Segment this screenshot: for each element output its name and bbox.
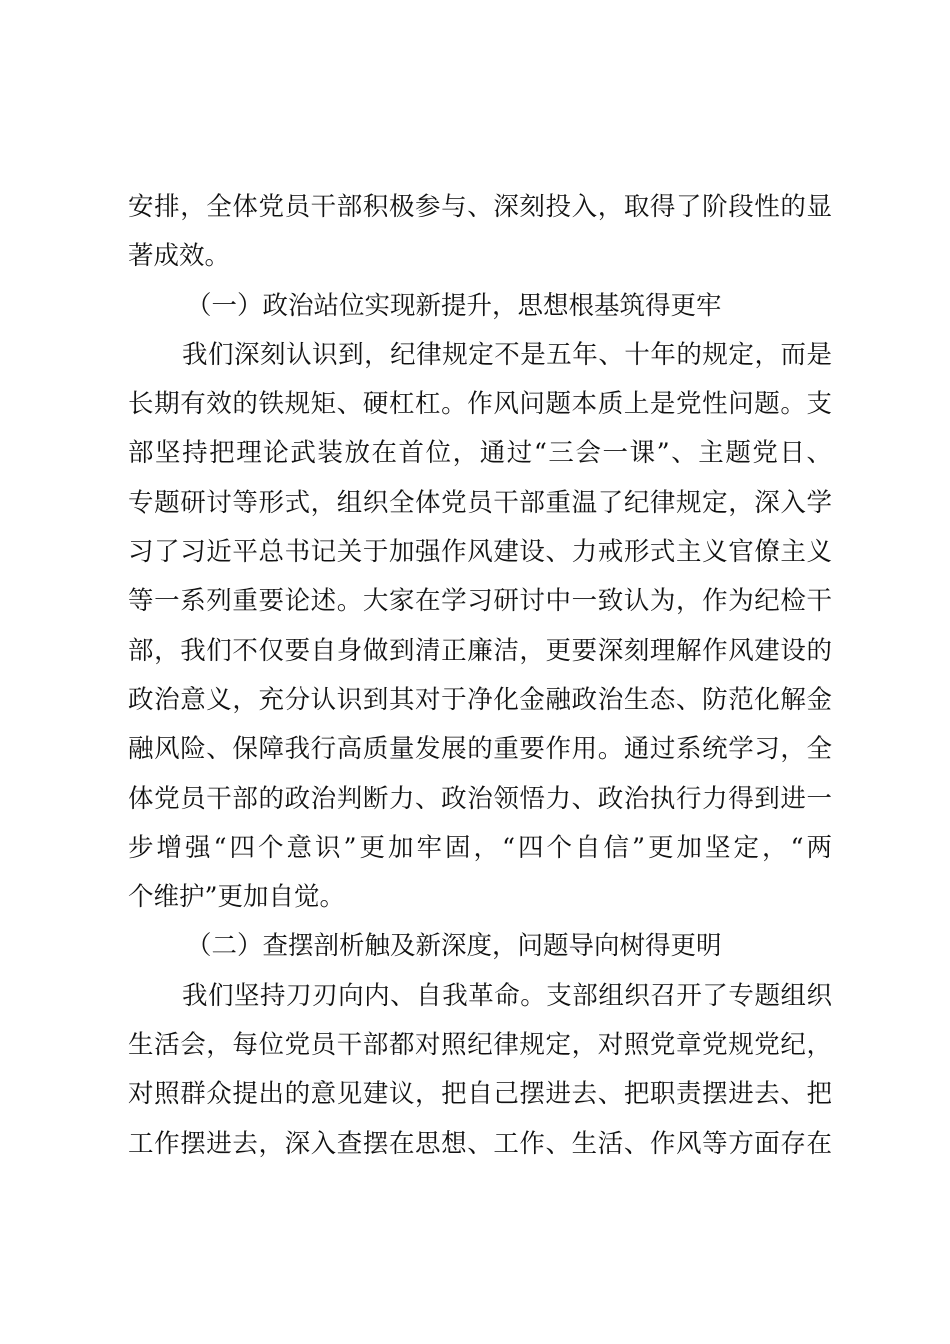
text-line: 习了习近平总书记关于加强作风建设、力戒形式主义官僚主义: [128, 537, 832, 568]
paragraph-political-stance: [128, 331, 832, 923]
text-line: 我们深刻认识到，纪律规定不是五年、十年的规定，而是: [182, 339, 832, 370]
text-line: 部坚持把理论武装放在首位，通过“三会一课”、主题党日、: [128, 438, 832, 469]
document-body: [128, 183, 832, 1169]
section-heading-1: （一）政治站位实现新提升，思想根基筑得更牢: [186, 290, 722, 321]
text-line: 等一系列重要论述。大家在学习研讨中一致认为，作为纪检干: [128, 586, 832, 617]
text-line: 安排，全体党员干部积极参与、深刻投入，取得了阶段性的显: [128, 192, 832, 222]
text-line: 部，我们不仅要自身做到清正廉洁，更要深刻理解作风建设的: [128, 635, 832, 666]
section-heading-2: （二）查摆剖析触及新深度，问题导向树得更明: [186, 931, 722, 962]
text-line: 专题研讨等形式，组织全体党员干部重温了纪律规定，深入学: [128, 487, 832, 518]
text-line: 政治意义，充分认识到其对于净化金融政治生态、防范化解金: [128, 684, 832, 715]
text-line: 步增强“四个意识”更加牢固，“四个自信”更加坚定，“两: [128, 832, 832, 863]
text-line: 生活会，每位党员干部都对照纪律规定，对照党章党规党纪，: [128, 1030, 832, 1061]
text-line: 体党员干部的政治判断力、政治领悟力、政治执行力得到进一: [128, 783, 832, 814]
paragraph-continuation: [128, 183, 832, 282]
text-line: 融风险、保障我行高质量发展的重要作用。通过系统学习，全: [128, 734, 832, 765]
text-line: 个维护”更加自觉。: [128, 882, 346, 913]
text-line: 著成效。: [128, 241, 231, 272]
text-line: 对照群众提出的意见建议，把自己摆进去、把职责摆进去、把: [128, 1079, 832, 1110]
text-line: 长期有效的铁规矩、硬杠杠。作风问题本质上是党性问题。支: [128, 389, 832, 420]
text-line: 我们坚持刀刃向内、自我革命。支部组织召开了专题组织: [182, 980, 832, 1011]
paragraph-self-examination: [128, 972, 832, 1169]
text-line: 工作摆进去，深入查摆在思想、工作、生活、作风等方面存在: [128, 1128, 832, 1159]
